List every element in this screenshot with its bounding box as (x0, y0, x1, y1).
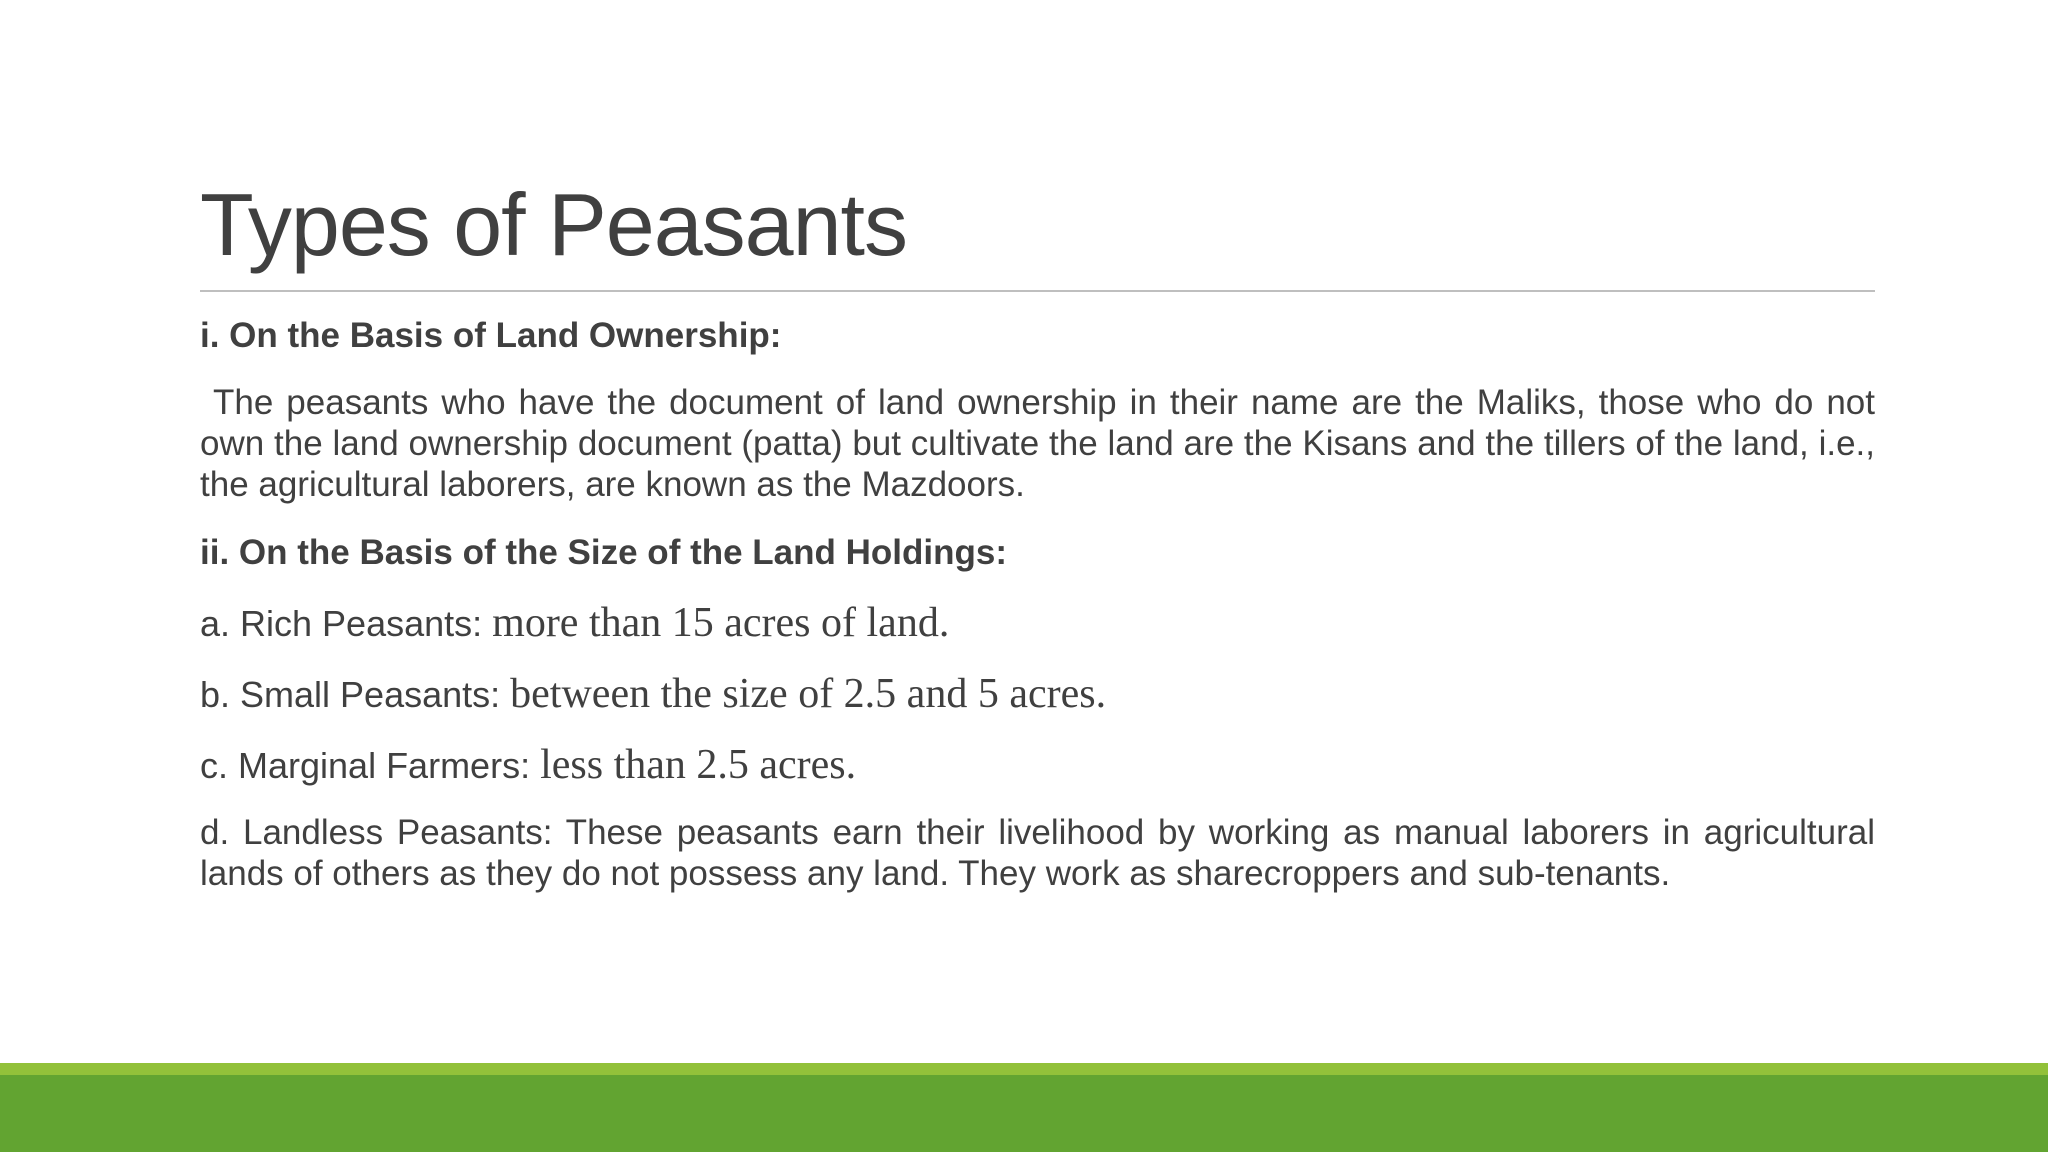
slide-content (200, 312, 1885, 894)
item-label: a. Rich Peasants: (200, 603, 493, 644)
footer-band-light (0, 1063, 2048, 1075)
section-heading-land-size: ii. On the Basis of the Size of the Land Holdings: (200, 533, 1007, 572)
footer-band-dark (0, 1075, 2048, 1152)
land-ownership-paragraph: The peasants who have the document of land ownership in their name are the Maliks, those who do not own the land ownership document (patta) but cultivate the land are the Kisans and the tillers of the land, i.e., the agricultural laborers, are known as the Mazdoors. (200, 383, 1885, 504)
title-divider (200, 290, 1875, 292)
item-label: b. Small Peasants: (200, 674, 511, 715)
list-item-marginal-farmers (200, 741, 1875, 790)
item-label: c. Marginal Farmers: (200, 745, 541, 786)
item-detail: more than 15 acres of land. (492, 600, 950, 646)
slide-title: Types of Peasants (200, 175, 907, 274)
list-item-rich-peasants (200, 599, 1875, 648)
item-detail: between the size of 2.5 and 5 acres. (510, 671, 1107, 717)
list-item-small-peasants (200, 670, 1875, 719)
section-heading-land-ownership: i. On the Basis of Land Ownership: (200, 316, 782, 355)
item-detail: less than 2.5 acres. (540, 742, 857, 788)
list-item-landless-peasants: d. Landless Peasants: These peasants earn their livelihood by working as manual laborers in agricultural lands of others as they do not possess any land. They work as sharecroppers and sub-tenants. (200, 813, 1875, 893)
